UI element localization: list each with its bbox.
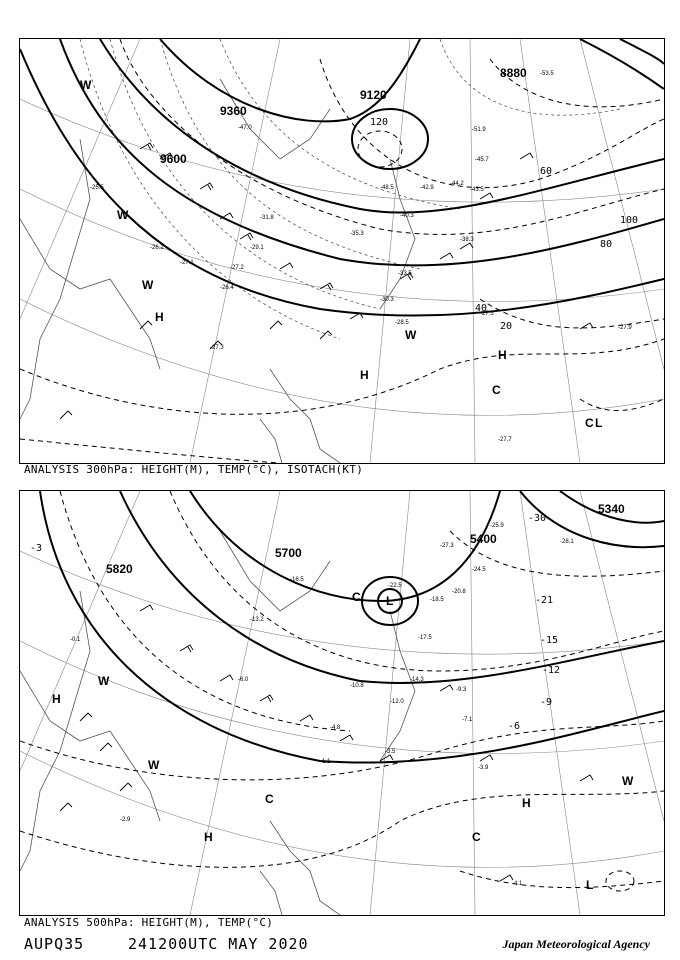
height-label: 5820 xyxy=(106,562,133,576)
isotherm-label: -6 xyxy=(508,721,521,732)
temp-label: -31.8 xyxy=(260,215,274,221)
temp-label: -3.9 xyxy=(478,765,489,771)
temp-label: -12.0 xyxy=(390,699,404,705)
temp-label: -27.3 xyxy=(440,543,454,549)
cold-center: C xyxy=(352,590,361,604)
height-labels xyxy=(160,66,527,166)
caption-500hpa: ANALYSIS 500hPa: HEIGHT(M), TEMP(°C) xyxy=(24,916,274,929)
coastline xyxy=(20,79,415,463)
height-contours xyxy=(20,39,664,316)
temp-label: -7.1 xyxy=(462,717,473,723)
temp-label: -22.5 xyxy=(388,583,402,589)
height-label: 5400 xyxy=(470,532,497,546)
temp-label: -27.5 xyxy=(480,311,494,317)
temp-label: -27.7 xyxy=(498,437,512,443)
temp-label: -47.0 xyxy=(238,125,252,131)
isotach-labels xyxy=(370,117,638,332)
temperature-labels xyxy=(70,523,574,887)
warm-center: W xyxy=(405,328,417,342)
map-500hpa-canvas xyxy=(20,491,664,915)
isotach-label: 100 xyxy=(620,215,639,226)
temp-label: -25.5 xyxy=(90,185,104,191)
temp-label: -43.5 xyxy=(470,187,484,193)
high-center: H xyxy=(498,348,507,362)
temp-label: -25.9 xyxy=(490,523,504,529)
warm-center: W xyxy=(148,758,160,772)
temp-label: -13.2 xyxy=(250,617,264,623)
temp-label: -17.5 xyxy=(418,635,432,641)
temp-label: -26.4 xyxy=(220,285,234,291)
cold-center: C xyxy=(585,416,594,430)
warm-center: W xyxy=(142,278,154,292)
temp-label: -29.1 xyxy=(250,245,264,251)
isotherms xyxy=(80,39,620,339)
isotach-label: 60 xyxy=(540,166,553,177)
height-label: 8880 xyxy=(500,66,527,80)
temp-label: -20.8 xyxy=(452,589,466,595)
height-label: 9360 xyxy=(220,104,247,118)
warm-center: W xyxy=(80,78,92,92)
temp-label: -30.3 xyxy=(380,297,394,303)
isotachs xyxy=(20,39,664,463)
temp-label: -27.9 xyxy=(618,325,632,331)
high-center: H xyxy=(360,368,369,382)
cold-center: C xyxy=(265,792,274,806)
temp-label: -24.5 xyxy=(472,567,486,573)
temp-label: -45.7 xyxy=(475,157,489,163)
isotherm-label: -9 xyxy=(540,697,553,708)
temp-label: -0.1 xyxy=(70,637,81,643)
temp-label: -48.5 xyxy=(380,185,394,191)
temp-label: -2.9 xyxy=(120,817,131,823)
temp-label: -1.1 xyxy=(320,759,331,765)
temp-label: -10.8 xyxy=(350,683,364,689)
bulletin-code: AUPQ35 xyxy=(24,935,85,953)
graticule xyxy=(20,39,664,463)
isotherms xyxy=(20,491,664,891)
warm-center: W xyxy=(117,208,129,222)
wind-barbs xyxy=(60,143,593,419)
temp-label: -9.3 xyxy=(456,687,467,693)
temp-label: -44.2 xyxy=(450,181,464,187)
temp-label: -33.5 xyxy=(398,271,412,277)
temp-label: -6.0 xyxy=(238,677,249,683)
temp-label: -40.3 xyxy=(400,213,414,219)
height-contours xyxy=(40,491,664,763)
isotherm-label: -3 xyxy=(30,543,43,554)
analysis-300hpa-map xyxy=(19,38,665,464)
high-center: H xyxy=(52,692,61,706)
height-label: 9120 xyxy=(360,88,387,102)
isotach-label: 40 xyxy=(475,303,488,314)
temp-label: -27.3 xyxy=(210,345,224,351)
height-label: 5700 xyxy=(275,546,302,560)
height-label: 9600 xyxy=(160,152,187,166)
isotherm-label: -12 xyxy=(542,665,561,676)
graticule xyxy=(20,491,664,915)
temp-label: -38.3 xyxy=(460,237,474,243)
cold-center: C xyxy=(472,830,481,844)
agency-credit: Japan Meteorological Agency xyxy=(502,937,650,951)
analysis-500hpa-map xyxy=(19,490,665,916)
coastline xyxy=(20,531,415,915)
isotach-label: 80 xyxy=(600,239,613,250)
warm-center: W xyxy=(98,674,110,688)
isotherm-label: -21 xyxy=(535,595,554,606)
temp-label: -28.5 xyxy=(395,320,409,326)
temp-label: -14.3 xyxy=(410,677,424,683)
temp-label: -51.9 xyxy=(472,127,486,133)
temp-label: -3.5 xyxy=(385,749,396,755)
high-center: H xyxy=(155,310,164,324)
isotach-label: 20 xyxy=(500,321,513,332)
temp-label: -16.5 xyxy=(290,577,304,583)
low-center: L xyxy=(386,594,394,608)
map-300hpa-canvas xyxy=(20,39,664,463)
temp-label: -42.9 xyxy=(420,185,434,191)
temp-label: -35.3 xyxy=(350,231,364,237)
caption-300hpa: ANALYSIS 300hPa: HEIGHT(M), TEMP(°C), ISOTACH(KT) xyxy=(24,463,364,476)
high-center: H xyxy=(522,796,531,810)
temp-label: -18.5 xyxy=(430,597,444,603)
wind-barbs xyxy=(60,605,593,881)
temp-label: -28.1 xyxy=(560,539,574,545)
height-labels xyxy=(106,502,625,576)
isotherm-label: -15 xyxy=(540,635,559,646)
low-center: L xyxy=(595,416,603,430)
low-center: L xyxy=(586,878,594,892)
isotherm-label: -30 xyxy=(528,513,547,524)
temp-label: -26.2 xyxy=(150,245,164,251)
temp-label: -4.1 xyxy=(512,881,523,887)
temp-label: -27.1 xyxy=(180,260,194,266)
temp-label: -27.2 xyxy=(230,265,244,271)
analysis-time: 241200UTC MAY 2020 xyxy=(128,935,309,953)
height-label: 5340 xyxy=(598,502,625,516)
temp-label: -53.5 xyxy=(540,71,554,77)
cold-center: C xyxy=(492,383,501,397)
isotach-label: 120 xyxy=(370,117,389,128)
high-center: H xyxy=(204,830,213,844)
warm-center: W xyxy=(622,774,634,788)
temp-label: -4.8 xyxy=(330,725,341,731)
